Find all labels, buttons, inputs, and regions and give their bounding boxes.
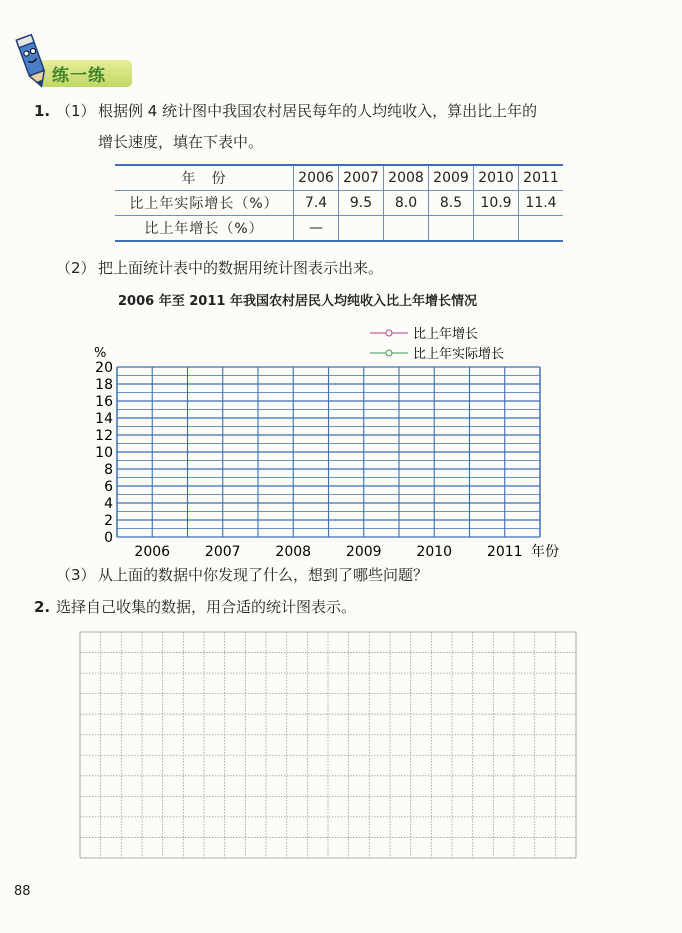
- table-cell: 7.4: [294, 191, 339, 216]
- y-tick-label: 20: [95, 360, 113, 376]
- legend-marker-real-growth: [386, 350, 392, 356]
- y-tick-label: 12: [95, 428, 113, 444]
- chart-legend: [370, 326, 504, 362]
- table-cell: 11.4: [519, 191, 564, 216]
- y-axis-unit: %: [94, 346, 107, 361]
- table-header-cell: 2008: [384, 165, 429, 191]
- part-label: （2）: [56, 259, 96, 277]
- table-cell-blank[interactable]: [384, 216, 429, 242]
- question-number: 2.: [34, 598, 51, 616]
- table-header-cell: 2007: [339, 165, 384, 191]
- table-cell: 9.5: [339, 191, 384, 216]
- table-row: [115, 216, 563, 242]
- table-cell: —: [294, 216, 339, 242]
- legend-label-growth: 比上年增长: [413, 327, 479, 342]
- chart-title: 2006 年至 2011 年我国农村居民人均纯收入比上年增长情况: [118, 294, 477, 309]
- instruction-text: 根据例 4 统计图中我国农村居民每年的人均纯收入，算出比上年的: [98, 102, 538, 120]
- instruction-text: 增长速度，填在下表中。: [98, 133, 264, 151]
- instruction-text: 选择自己收集的数据，用合适的统计图表示。: [56, 598, 357, 616]
- table-header-cell: 2006: [294, 165, 339, 191]
- x-tick-label: 2006: [134, 544, 171, 560]
- table-cell: 10.9: [474, 191, 519, 216]
- part-label: （1）: [56, 102, 96, 120]
- growth-table: [115, 164, 563, 242]
- table-cell-blank[interactable]: [519, 216, 564, 242]
- x-tick-label: 2007: [204, 544, 241, 560]
- instruction-text: 从上面的数据中你发现了什么，想到了哪些问题？: [98, 566, 429, 584]
- table-header-cell: 2011: [519, 165, 564, 191]
- table-cell-blank[interactable]: [339, 216, 384, 242]
- y-tick-label: 18: [95, 377, 113, 393]
- table-row-label: 比上年增长（%）: [115, 216, 294, 242]
- table-header-cell: 2010: [474, 165, 519, 191]
- table-cell: 8.0: [384, 191, 429, 216]
- pencil-mascot-icon: [10, 30, 54, 92]
- x-axis-label: 年份: [531, 544, 559, 560]
- table-cell: 8.5: [429, 191, 474, 216]
- table-header-cell: 2009: [429, 165, 474, 191]
- table-header-cell: 年 份: [115, 165, 294, 191]
- table-row: [115, 191, 563, 216]
- y-tick-label: 10: [95, 445, 113, 461]
- y-tick-label: 8: [104, 462, 113, 478]
- x-tick-label: 2009: [345, 544, 382, 560]
- y-tick-label: 6: [104, 479, 113, 495]
- x-tick-label: 2008: [275, 544, 312, 560]
- table-row-label: 比上年实际增长（%）: [115, 191, 294, 216]
- y-tick-label: 2: [104, 513, 113, 529]
- section-title: 练一练: [52, 66, 106, 86]
- y-tick-label: 4: [104, 496, 113, 512]
- x-tick-label: 2010: [416, 544, 453, 560]
- blank-graph-paper[interactable]: [78, 630, 578, 860]
- x-tick-label: 2011: [486, 544, 523, 560]
- table-cell-blank[interactable]: [429, 216, 474, 242]
- y-tick-label: 16: [95, 394, 113, 410]
- part-label: （3）: [56, 566, 96, 584]
- table-row: [115, 165, 563, 191]
- question-number: 1.: [34, 102, 51, 120]
- y-tick-label: 14: [95, 411, 113, 427]
- line-chart-grid: [0, 300, 682, 580]
- legend-label-real-growth: 比上年实际增长: [413, 347, 505, 362]
- table-cell-blank[interactable]: [474, 216, 519, 242]
- y-tick-label: 0: [104, 530, 113, 546]
- page-number: 88: [14, 884, 31, 899]
- instruction-text: 把上面统计表中的数据用统计图表示出来。: [98, 259, 384, 277]
- legend-marker-growth: [386, 330, 392, 336]
